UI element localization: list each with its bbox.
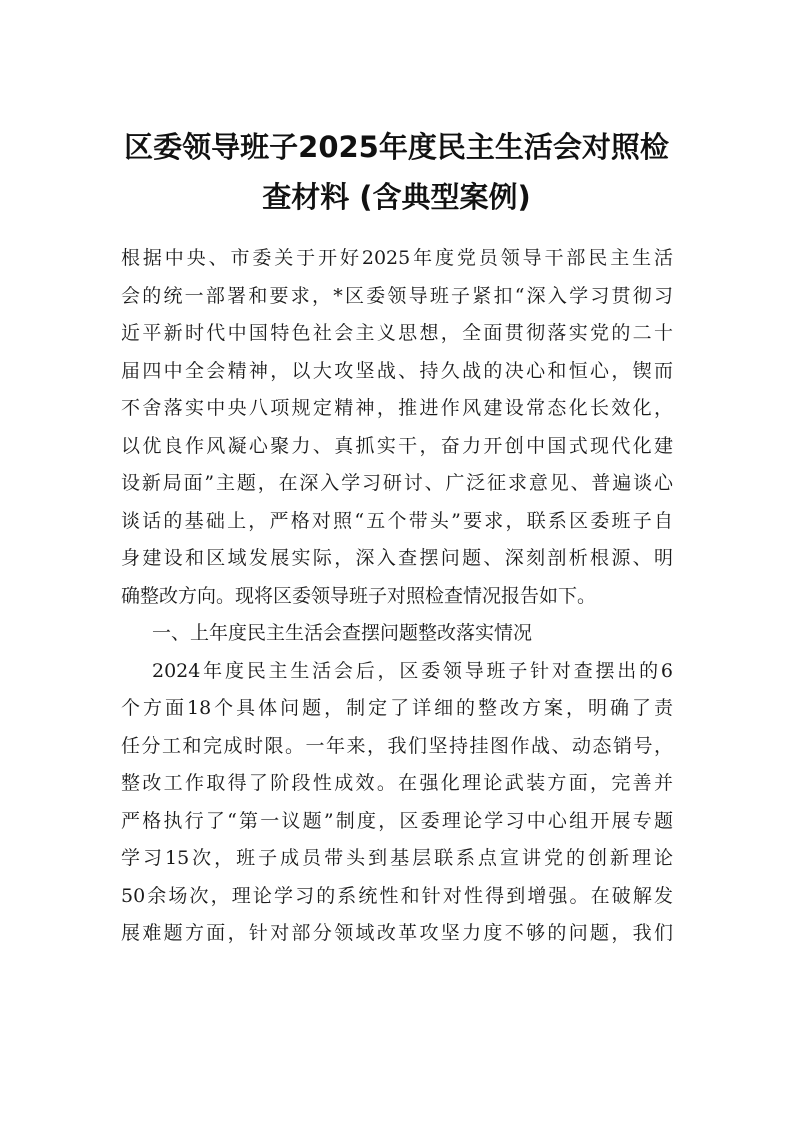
section-heading-1: 一、上年度民主生活会查摆问题整改落实情况 (152, 622, 533, 644)
body-line-16: 严格执行了“第一议题”制度，区委理论学习中心组开展专题 (121, 809, 673, 832)
body-line-13: 个方面18个具体问题，制定了详细的整改方案，明确了责 (121, 697, 673, 719)
body-line-9: 身建设和区域发展实际，深入查摆问题、深刻剖析根源、明 (121, 547, 673, 569)
document-title-line-1: 区委领导班子2025年度民主生活会对照检 (124, 130, 669, 164)
body-line-2: 会的统一部署和要求，*区委领导班子紧扣“深入学习贯彻习 (121, 284, 673, 307)
body-line-12: 2024年度民主生活会后，区委领导班子针对查摆出的6 (152, 659, 673, 682)
body-line-15: 整改工作取得了阶段性成效。在强化理论武装方面，完善并 (121, 772, 673, 794)
document-title-line-2: 查材料 (含典型案例) (262, 180, 531, 214)
body-line-1: 根据中央、市委关于开好2025年度党员领导干部民主生活 (121, 247, 673, 269)
body-line-3: 近平新时代中国特色社会主义思想，全面贯彻落实党的二十 (121, 322, 673, 344)
body-line-5: 不舍落实中央八项规定精神，推进作风建设常态化长效化， (121, 397, 673, 419)
body-line-17: 学习15次，班子成员带头到基层联系点宣讲党的创新理论 (121, 847, 673, 869)
body-line-7: 设新局面”主题，在深入学习研讨、广泛征求意见、普遍谈心 (121, 472, 673, 494)
document-body (121, 240, 673, 953)
body-line-8: 谈话的基础上，严格对照“五个带头”要求，联系区委班子自 (121, 509, 673, 532)
body-line-10: 确整改方向。现将区委领导班子对照检查情况报告如下。 (121, 584, 597, 607)
body-line-6: 以优良作风凝心聚力、真抓实干，奋力开创中国式现代化建 (121, 434, 673, 457)
body-line-18: 50余场次，理论学习的系统性和针对性得到增强。在破解发 (121, 884, 673, 907)
body-line-14: 任分工和完成时限。一年来，我们坚持挂图作战、动态销号， (121, 734, 673, 757)
body-line-4: 届四中全会精神，以大攻坚战、持久战的决心和恒心，锲而 (121, 359, 673, 382)
body-line-19: 展难题方面，针对部分领域改革攻坚力度不够的问题，我们 (121, 922, 673, 944)
